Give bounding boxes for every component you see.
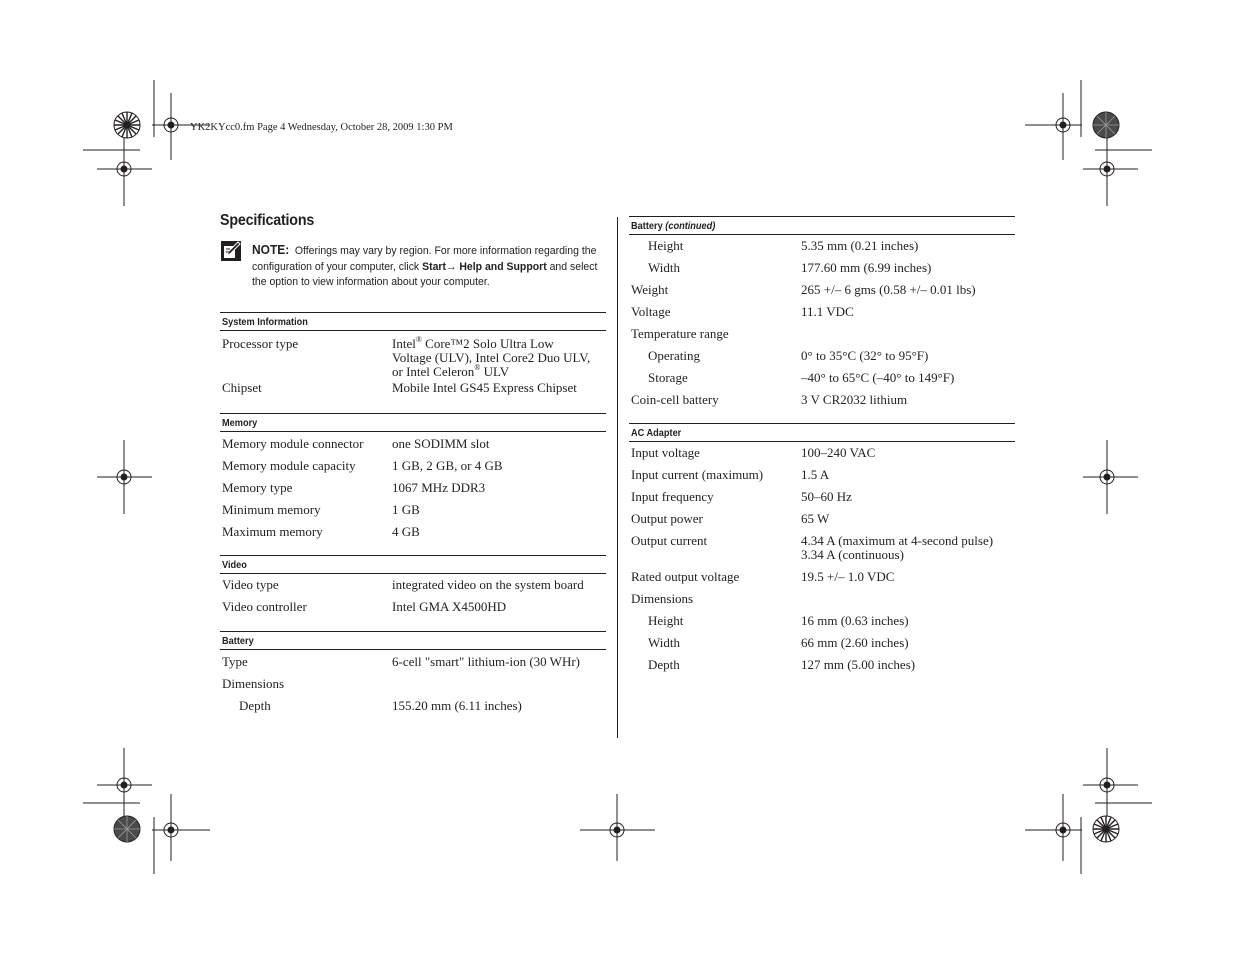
row-value: 11.1 VDC — [801, 304, 854, 319]
row-value: 4 GB — [392, 524, 420, 539]
row-label: Depth — [648, 657, 680, 672]
row-label: Dimensions — [222, 676, 285, 691]
left-column — [220, 312, 606, 718]
row-value: 65 W — [801, 511, 830, 526]
table-row — [629, 324, 1015, 346]
table-row — [220, 597, 606, 619]
row-label: Rated output voltage — [631, 569, 740, 584]
row-value: 177.60 mm (6.99 inches) — [801, 260, 932, 275]
row-label: Memory type — [222, 480, 293, 495]
row-value: Intel GMA X4500HD — [392, 599, 507, 614]
help-support-ref: Help and Support — [459, 260, 547, 273]
table-row — [629, 655, 1015, 677]
note-text-1: Offerings may vary by region. For more information regarding the configuration of your computer, click — [252, 245, 597, 273]
row-label: Temperature range — [631, 326, 729, 341]
row-label: Output power — [631, 511, 703, 526]
row-value: 100–240 VAC — [801, 445, 876, 460]
row-label: Chipset — [222, 380, 262, 395]
section-heading: AC Adapter — [629, 423, 1015, 442]
row-label: Width — [648, 260, 680, 275]
table-row — [629, 509, 1015, 531]
row-value: 50–60 Hz — [801, 489, 852, 504]
table-row — [629, 302, 1015, 324]
table-row — [220, 378, 606, 413]
table-row — [629, 443, 1015, 465]
table-row — [629, 346, 1015, 368]
row-label: Minimum memory — [222, 502, 321, 517]
table-row — [629, 487, 1015, 509]
table-row — [220, 334, 606, 378]
row-label: Coin-cell battery — [631, 392, 719, 407]
row-label: Video type — [222, 577, 279, 592]
row-value: 6-cell "smart" lithium-ion (30 WHr) — [392, 654, 580, 669]
note-label: NOTE: — [252, 242, 290, 257]
table-row — [629, 589, 1015, 611]
section-heading: Battery — [220, 631, 606, 650]
row-value: 66 mm (2.60 inches) — [801, 635, 909, 650]
row-value: integrated video on the system board — [392, 577, 584, 592]
row-value: Mobile Intel GS45 Express Chipset — [392, 380, 577, 395]
note-pencil-icon — [221, 241, 241, 261]
column-divider — [617, 217, 618, 738]
table-row — [220, 500, 606, 522]
note-block — [252, 242, 608, 291]
row-value: 19.5 +/– 1.0 VDC — [801, 569, 895, 584]
battery-continued-section — [629, 216, 1015, 423]
section-heading: Memory — [220, 413, 606, 432]
row-label: Memory module connector — [222, 436, 364, 451]
row-value: 1 GB — [392, 502, 420, 517]
row-label: Input current (maximum) — [631, 467, 764, 482]
row-value: 127 mm (5.00 inches) — [801, 657, 916, 672]
row-value: 5.35 mm (0.21 inches) — [801, 238, 919, 253]
table-row — [220, 522, 606, 544]
row-label: Height — [648, 613, 684, 628]
row-value: 4.34 A (maximum at 4-second pulse) 3.34 A (continuous) — [801, 533, 994, 562]
row-label: Storage — [648, 370, 688, 385]
row-label: Operating — [648, 348, 700, 363]
row-value: 1 GB, 2 GB, or 4 GB — [392, 458, 503, 473]
row-value: 3 V CR2032 lithium — [801, 392, 908, 407]
table-row — [220, 478, 606, 500]
memory-section — [220, 413, 606, 555]
table-row — [629, 611, 1015, 633]
row-value: 0° to 35°C (32° to 95°F) — [801, 348, 929, 363]
table-row — [220, 674, 606, 696]
video-section — [220, 555, 606, 631]
row-label: Input voltage — [631, 445, 700, 460]
right-column — [629, 216, 1015, 677]
row-label: Voltage — [631, 304, 671, 319]
section-heading: Video — [220, 555, 606, 574]
row-label: Width — [648, 635, 680, 650]
row-label: Processor type — [222, 336, 299, 351]
table-row — [629, 633, 1015, 655]
row-label: Output current — [631, 533, 708, 548]
ac-adapter-section — [629, 423, 1015, 677]
table-row — [220, 575, 606, 597]
row-label: Dimensions — [631, 591, 694, 606]
row-label: Memory module capacity — [222, 458, 356, 473]
table-row — [629, 236, 1015, 258]
system-information-section — [220, 312, 606, 413]
table-row — [629, 258, 1015, 280]
row-value: one SODIMM slot — [392, 436, 490, 451]
table-row — [629, 531, 1015, 567]
table-row — [629, 280, 1015, 302]
print-header: YK2KYcc0.fm Page 4 Wednesday, October 28, 2009 1:30 PM — [190, 122, 453, 133]
page-title: Specifications — [220, 212, 315, 229]
row-value: 265 +/– 6 gms (0.58 +/– 0.01 lbs) — [801, 282, 976, 297]
row-label: Maximum memory — [222, 524, 323, 539]
row-value: 16 mm (0.63 inches) — [801, 613, 909, 628]
row-label: Weight — [631, 282, 669, 297]
row-value: Intel® Core™2 Solo Ultra Low Voltage (ULV), Intel Core2 Duo ULV, or Intel Celeron® ULV — [392, 334, 591, 379]
battery-section — [220, 631, 606, 718]
row-label: Depth — [239, 698, 271, 713]
row-value: –40° to 65°C (–40° to 149°F) — [801, 370, 955, 385]
table-row — [220, 652, 606, 674]
row-value: 1.5 A — [801, 467, 830, 482]
table-row — [629, 368, 1015, 390]
arrow-glyph: → — [445, 260, 460, 273]
section-heading: System Information — [220, 312, 606, 331]
start-menu-ref: Start — [422, 260, 446, 273]
row-label: Height — [648, 238, 684, 253]
row-label: Input frequency — [631, 489, 714, 504]
row-value: 155.20 mm (6.11 inches) — [392, 698, 522, 713]
row-value: 1067 MHz DDR3 — [392, 480, 486, 495]
note-text-2: and select the option to view information about your computer. — [252, 260, 598, 289]
row-label: Video controller — [222, 599, 307, 614]
section-heading: Battery (continued) — [629, 216, 1015, 235]
table-row — [220, 696, 606, 718]
table-row — [629, 465, 1015, 487]
table-row — [629, 567, 1015, 589]
table-row — [629, 390, 1015, 412]
table-row — [220, 456, 606, 478]
row-label: Type — [222, 654, 248, 669]
table-row — [220, 434, 606, 456]
